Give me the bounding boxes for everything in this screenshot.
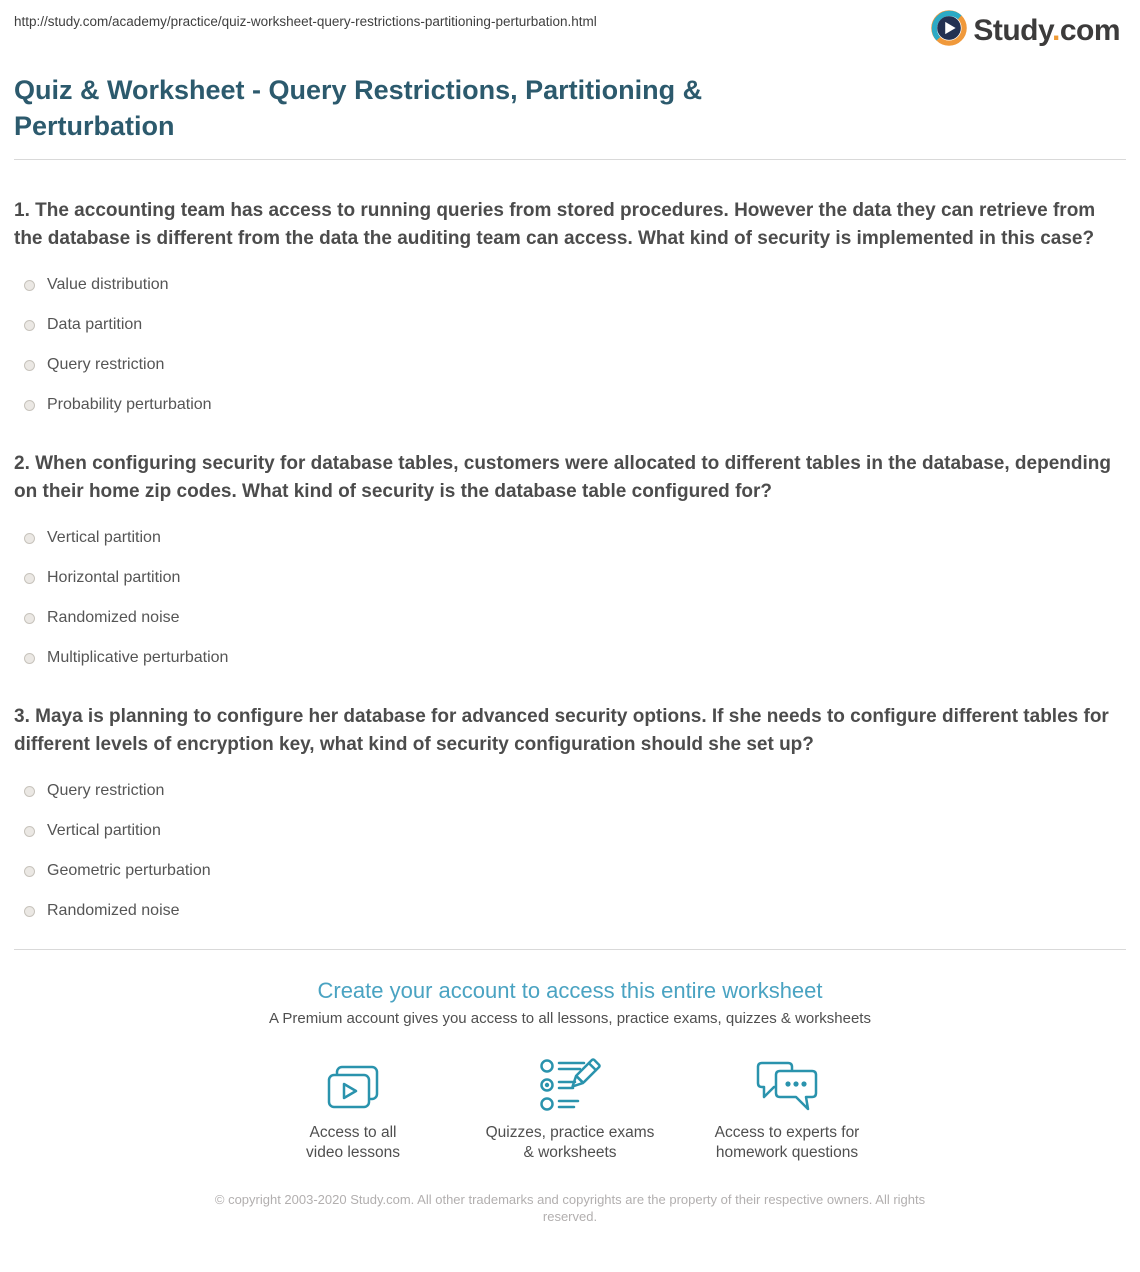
answer-option[interactable]: [24, 903, 1126, 919]
studycom-play-icon: [931, 10, 967, 51]
option-label[interactable]: Query restriction: [47, 782, 165, 799]
studycom-logo[interactable]: [931, 10, 1126, 51]
video-lessons-icon: [245, 1053, 462, 1115]
answer-option[interactable]: [24, 610, 1126, 626]
option-label[interactable]: Geometric perturbation: [47, 862, 211, 879]
answer-option[interactable]: [24, 397, 1126, 413]
answer-option[interactable]: [24, 357, 1126, 373]
radio-button[interactable]: [24, 906, 35, 917]
radio-button[interactable]: [24, 400, 35, 411]
question-list: [14, 197, 1126, 919]
radio-button[interactable]: [24, 613, 35, 624]
studycom-logo-text: Study.com: [973, 13, 1120, 47]
experts-chat-icon: [679, 1053, 896, 1115]
feature-expert-help: [679, 1053, 896, 1163]
question-1-options: [14, 277, 1126, 413]
answer-option[interactable]: [24, 863, 1126, 879]
radio-button[interactable]: [24, 866, 35, 877]
answer-option[interactable]: [24, 650, 1126, 666]
radio-button[interactable]: [24, 280, 35, 291]
answer-option[interactable]: [24, 570, 1126, 586]
page-url: http://study.com/academy/practice/quiz-worksheet-query-restrictions-partitioning-perturbation.html: [14, 14, 597, 29]
question-2-text: 2. When configuring security for database tables, customers were allocated to different tables in the database, depending on their home zip codes. What kind of security is the database table configured for?: [14, 453, 1111, 502]
question-3-text: 3. Maya is planning to configure her database for advanced security options. If she needs to configure different tables for different levels of encryption key, what kind of security configuration should she set up?: [14, 706, 1109, 755]
option-label[interactable]: Query restriction: [47, 356, 165, 373]
option-label[interactable]: Randomized noise: [47, 902, 180, 919]
option-label[interactable]: Multiplicative perturbation: [47, 649, 229, 666]
premium-subtitle: A Premium account gives you access to all lessons, practice exams, quizzes & worksheets: [269, 1010, 871, 1027]
question-2: [14, 450, 1126, 666]
radio-button[interactable]: [24, 786, 35, 797]
option-label[interactable]: Value distribution: [47, 276, 169, 293]
radio-button[interactable]: [24, 653, 35, 664]
answer-option[interactable]: [24, 317, 1126, 333]
radio-button[interactable]: [24, 826, 35, 837]
answer-option[interactable]: [24, 277, 1126, 293]
option-label[interactable]: Data partition: [47, 316, 143, 333]
feature-quizzes-worksheets: [462, 1053, 679, 1163]
option-label[interactable]: Horizontal partition: [47, 569, 181, 586]
create-account-link[interactable]: Create your account to access this entire worksheet: [317, 978, 823, 1003]
copyright-notice: © copyright 2003-2020 Study.com. All other trademarks and copyrights are the property of their respective owners. All rights reserved.: [214, 1192, 926, 1224]
feature-label: Quizzes, practice exams & worksheets: [485, 1124, 655, 1161]
question-2-options: [14, 530, 1126, 666]
answer-option[interactable]: [24, 783, 1126, 799]
feature-row: [14, 1053, 1126, 1163]
radio-button[interactable]: [24, 360, 35, 371]
quizzes-worksheets-icon: [462, 1053, 679, 1115]
cta-section: [14, 950, 1126, 1163]
option-label[interactable]: Probability perturbation: [47, 396, 212, 413]
question-1: [14, 197, 1126, 413]
answer-option[interactable]: [24, 823, 1126, 839]
option-label[interactable]: Vertical partition: [47, 529, 161, 546]
radio-button[interactable]: [24, 573, 35, 584]
radio-button[interactable]: [24, 533, 35, 544]
radio-button[interactable]: [24, 320, 35, 331]
question-1-text: 1. The accounting team has access to running queries from stored procedures. However the data they can retrieve from the database is different from the data the auditing team can access. What kind of security is implemented in this case?: [14, 200, 1096, 249]
answer-option[interactable]: [24, 530, 1126, 546]
feature-label: Access to experts for homework questions: [714, 1124, 860, 1161]
feature-label: Access to all video lessons: [306, 1124, 400, 1161]
option-label[interactable]: Vertical partition: [47, 822, 161, 839]
question-3: [14, 703, 1126, 919]
option-label[interactable]: Randomized noise: [47, 609, 180, 626]
page-title: Quiz & Worksheet - Query Restrictions, Partitioning & Perturbation: [14, 75, 703, 141]
question-3-options: [14, 783, 1126, 919]
title-divider: [14, 159, 1126, 160]
feature-video-lessons: [245, 1053, 462, 1163]
page-header: [14, 0, 1126, 50]
